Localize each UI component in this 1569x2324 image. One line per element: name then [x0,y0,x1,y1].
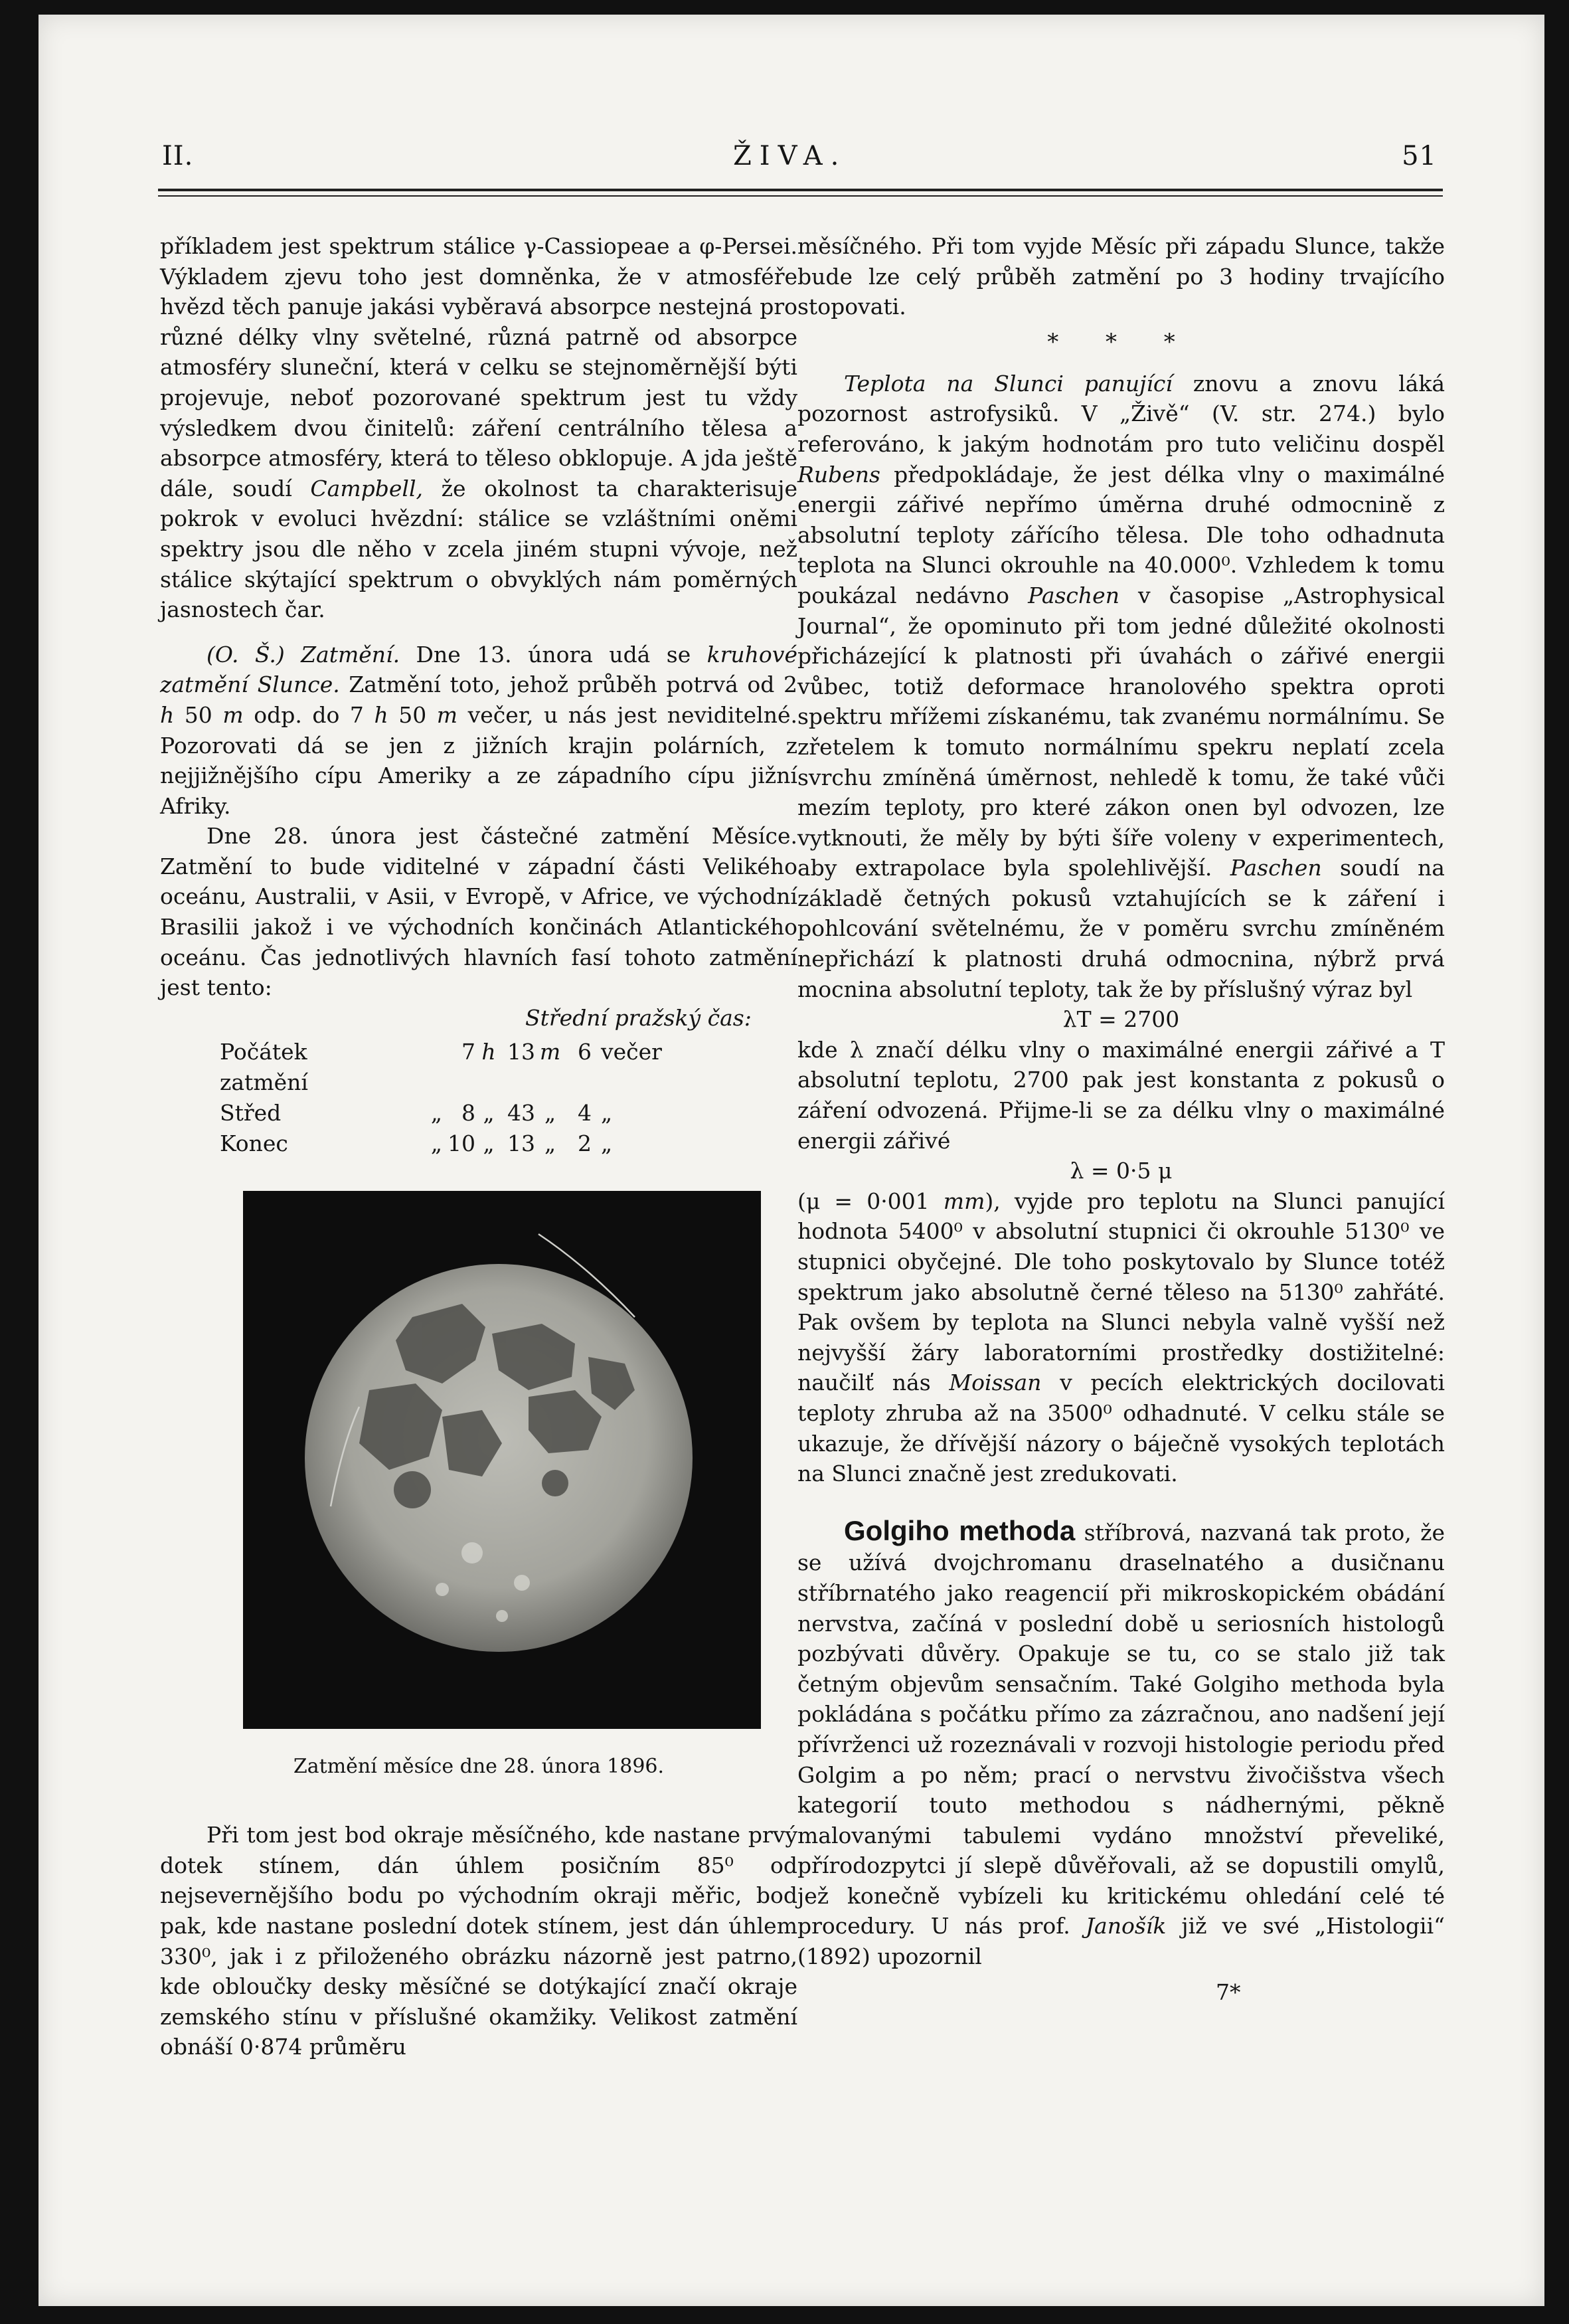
printer-signature-mark: 7* [1216,1979,1241,2005]
formula-wavelength: λ = 0·5 μ [1070,1158,1173,1184]
journal-title: ŽIVA. [733,141,847,171]
section-title-eclipse: Zatmění. [301,641,400,668]
right-column [797,231,1445,2007]
paragraph-solar-eclipse: (O. Š.) Zatmění. Dne 13. února udá se kruhové zatmění Slunce. Zatmění toto, jehož průběh potrvá od 2 h 50 m odp. do 7 h 50 m večer, u nás jest neviditelné. Pozorovati dá se jen z jižních krajin polárních, z nejjižnějšího cípu Ameriky a ze západního cípu jižní Afriky. [160,641,797,819]
paragraph-spectrum: příkladem jest spektrum stálice γ-Cassiopeae a φ-Persei. Výkladem zjevu toho jest domněnka, že v atmosféře hvězd těch panuje jakási vyběravá absorpce nestejná pro různé délky vlny světelné, různá patrně od absorpce atmosféry sluneční, která v celku se stejnoměrnější býti projevuje, neboť pozorované spektrum jest tu vždy výsledkem dvou činitelů: záření centrálního tělesa a absorpce atmosféry, která to těleso obklopuje. A jda ještě dále, soudí Campbell, že okolnost ta charakterisuje pokrok v evoluci hvězdní: stálice se vzláštními oněmi spektry jsou dle něho v zcela jiném stupni vývoje, než stálice skýtající spektrum o obvyklých nám poměrných jasnostech čar. [160,233,797,623]
moon-disk [305,1264,693,1652]
paragraph-continuation: měsíčného. Při tom vyjde Měsíc při západu Slunce, takže bude lze celý průběh zatmění po 3 hodiny trvajícího stopovati. [797,233,1445,320]
figure-caption: Zatmění měsíce dne 28. února 1896. [293,1754,665,1778]
page-number: 51 [1402,141,1437,171]
left-column [160,231,797,2062]
paragraph-formula-explanation: kde λ značí délku vlny o maximálné energii zářivé a T absolutní teplotu, 2700 pak jest konstanta z pokusů o záření odvozená. Přijme-li se za délku vlny o maximálné energii zářivé [797,1036,1445,1154]
section-title-temperature: Teplota na Slunci panující [844,370,1173,397]
table-row: Počátek zatmění 7 h 13 m 6 večer [220,1039,662,1096]
paragraph-golgi-method: Golgiho methoda stříbrová, nazvaná tak proto, že se užívá dvojchromanu draselnatého a dusičnanu stříbrnatého jako reagencií při mikroskopickém obádání nervstva, začíná v poslední době u seriosních histologů pozbývati důvěry. Opakuje se tu, co se stalo již tak četným objevům sensačním. Také Golgiho methoda byla pokládána s počátku přímo za zázračnou, ano nadšení její přívrženci už rozeznávali v rozvoji histologie periodu před Golgim a po něm; prací o nervstvu živočišstva všech kategorií touto methodou s nádhernými, pěkně malovanými tabulemi vydáno množství převeliké, přírodozpytci jí slepě důvěřovali, až se dopustili omylů, jež konečně vybízeli ku kritickému ohledání celé té procedury. U nás prof. Janošík již ve své „Histologii“ (1892) upozornil [797,1514,1445,1970]
volume-number: II. [162,141,194,171]
paragraph-solar-temperature: Teplota na Slunci panující znovu a znovu láká pozornost astrofysiků. V „Živě“ (V. str. 274.) bylo referováno, k jakým hodnotám pro tuto veličinu dospěl Rubens předpokládaje, že jest délka vlny o maximálné energii zářivé nepřímo úměrna druhé odmocnině z absolutní teploty zářícího tělesa. Dle toho odhadnuta teplota na Slunci okrouhle na 40.000⁰. Vzhledem k tomu poukázal nedávno Paschen v časopise „Astrophysical Journal“, že opominuto při tom jedné důležité okolnosti přicházející k platnosti při úvahách o zářivé energii vůbec, totiž deformace hranolového spektra oproti spektru mřížemi získanému, tak zvanému normálnímu. Se zřetelem k tomuto normálnímu spekru neplatí zcela svrchu zmíněná úměrnost, nehledě k tomu, že také vůči mezím teploty, pro které zákon onen byl odvozen, lze vytknouti, že měly by býti šíře voleny v experimentech, aby extrapolace byla spolehlivější. Paschen soudí na základě četných pokusů vztahujících se k záření i pohlcování světelnému, že v poměru svrchu zmíněném nepřichází k platnosti druhá odmocnina, nýbrž prvá mocnina absolutní teploty, tak že by příslušný výraz byl [797,370,1445,1002]
formula-wien: λT = 2700 [1062,1006,1180,1033]
header-rule-thick [158,189,1443,191]
page-sheet [39,15,1544,2306]
section-title-golgi: Golgiho methoda [844,1514,1076,1546]
paragraph-lunar-eclipse: Dne 28. února jest částečné zatmění Měsíce. Zatmění to bude viditelné v západní části Velikého oceánu, Australii, v Asii, v Evropě, v Africe, ve východní Brasilii jakož i ve východních končinách Atlantického oceánu. Čas jednotlivých hlavních fasí tohoto zatmění jest tento: [160,823,797,1001]
paragraph-contact-points: Při tom jest bod okraje měsíčného, kde nastane prvý dotek stínem, dán úhlem posičním 85⁰ od nejsevernějšího bodu po východním okraji měřic, bod pak, kde nastane poslední dotek stínem, jest dán úhlem 330⁰, jak i z přiloženého obrázku názorně jest patrno, kde oblоučky desky měsíčné se dotýkající značí okraje zemského stínu v příslušné okamžiky. Velikost zatmění obnáší 0·874 průměru [160,1822,797,2060]
section-separator: * * * [1047,328,1195,355]
table-caption: Střední pražský čas: [525,1004,752,1031]
table-row: Střed „ 8 „ 43 „ 4 „ [220,1099,613,1126]
running-header [162,141,1437,187]
paragraph-temperature-result: (μ = 0·001 mm), vyjde pro teplotu na Slunci panující hodnota 5400⁰ v absolutní stupnici či okrouhle 5130⁰ ve stupnici obyčejné. Dle toho poskytovalo by Slunce totéž spektrum jako absolutně černé těleso na 5130⁰ zahřáté. Pak ovšem by teplota na Slunci nebyla valně vyšší než nejvyšší žáry laboratorními prostředky dostižitelné: naučilť nás Moissan v pecích elektrických docilovati teploty zhruba až na 3500⁰ odhadnuté. V celku stále se ukazuje, že dřívější názory o báječně vysokých teplotách na Slunci značně jest zredukovati. [797,1188,1445,1487]
name-campbell: Campbell, [310,475,424,501]
author-initials: (O. Š.) [206,641,285,668]
table-row: Konec „ 10 „ 13 „ 2 „ [220,1130,613,1156]
header-rule-thin [158,195,1443,197]
moon-eclipse-photo [243,1191,761,1729]
eclipse-times-table [220,1037,662,1158]
moon-illustration [243,1191,761,1729]
